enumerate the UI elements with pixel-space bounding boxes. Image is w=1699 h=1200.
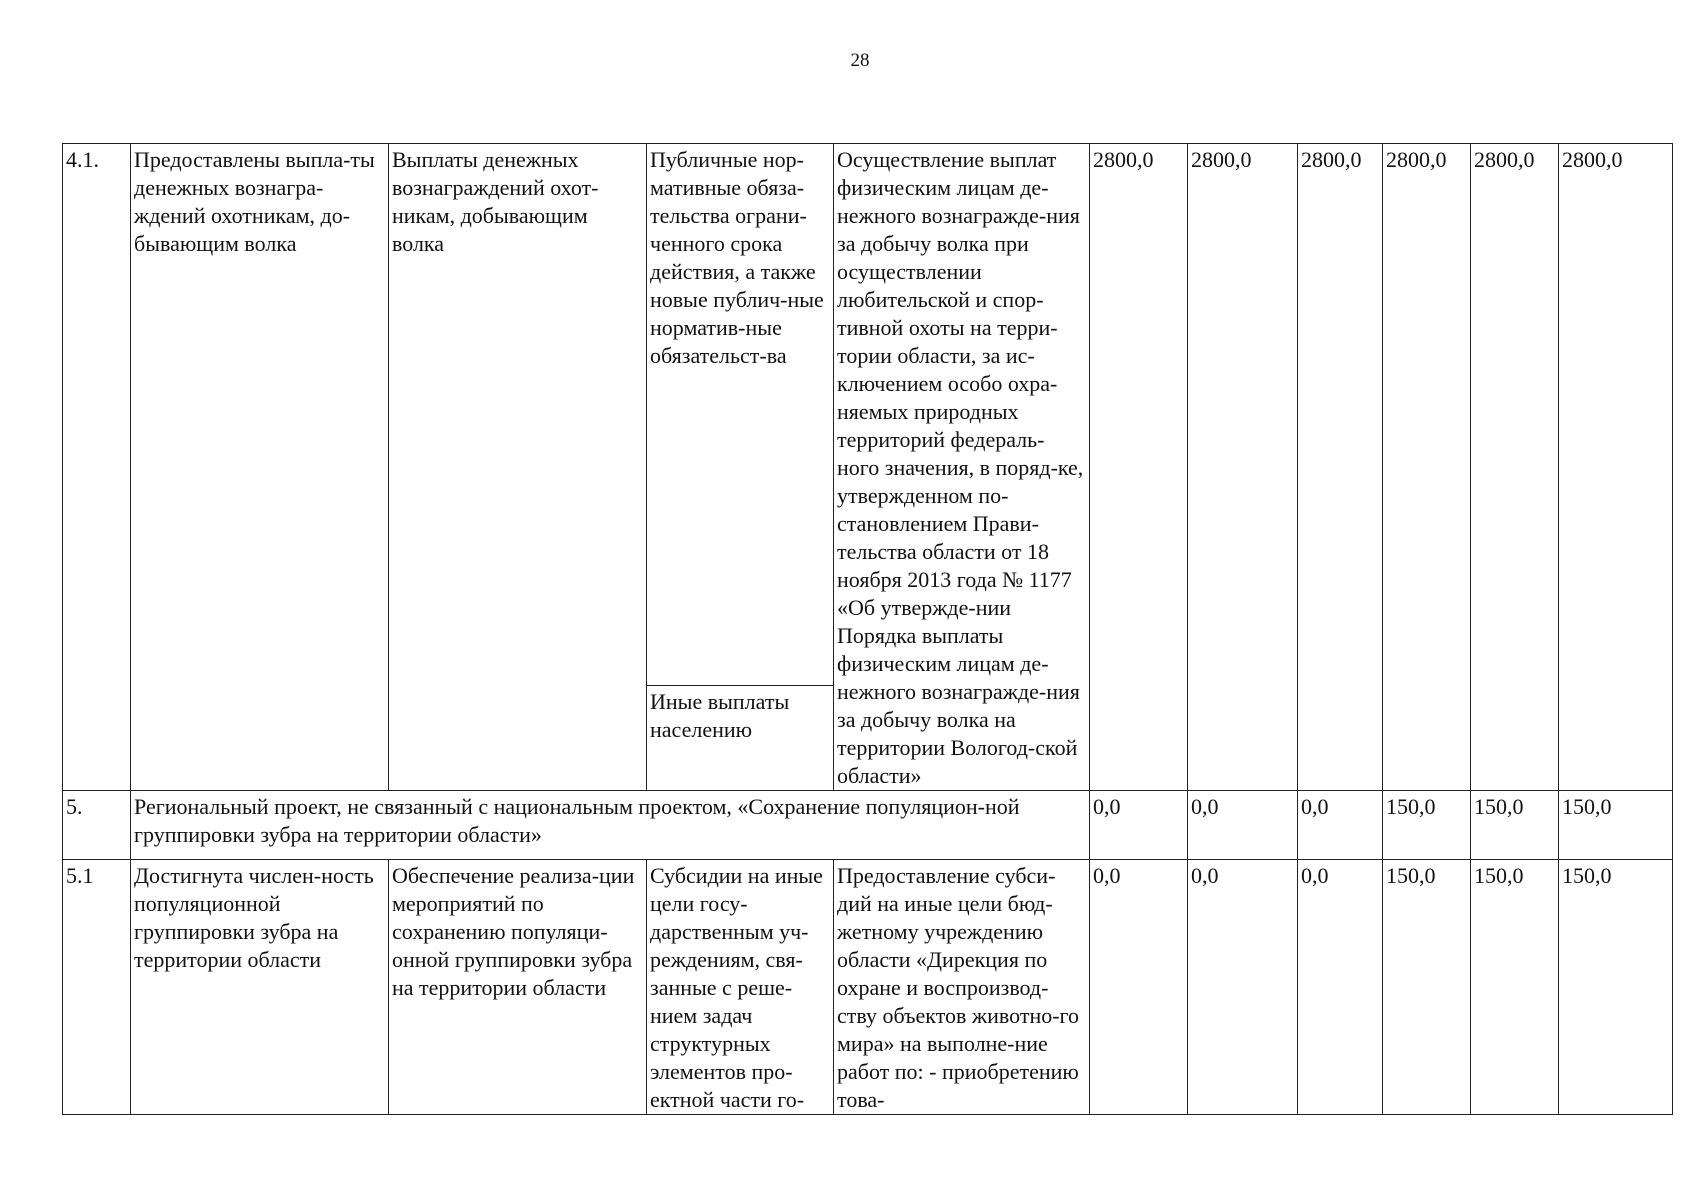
measure-cell: Выплаты денежных вознаграждений охот-никам, добывающим волка — [389, 144, 647, 791]
description-cell: Осуществление выплат физическим лицам де-нежного вознагражде-ния за добычу волка при осуществлении любительской и спор-тивной охоты на терри-тории области, за ис-ключением особо охра-няемых природных территорий федераль-ного значения, в поряд-ке, утвержденном по-становлением Прави-тельства области от 18 ноября 2013 года № 1177 «Об утвержде-нии Порядка выплаты физическим лицам де-нежного вознагражде-ния за добычу волка на территории Вологод-ской области» — [834, 144, 1090, 791]
expense-type-cell: Субсидии на иные цели госу-дарственным уч-реждениям, свя-занные с реше-нием задач структурных элементов про-ектной части го- — [647, 860, 834, 1115]
result-cell: Предоставлены выпла-ты денежных вознагра-ждений охотникам, до-бывающим волка — [131, 144, 389, 791]
value-cell: 150,0 — [1471, 791, 1559, 860]
value-cell: 0,0 — [1090, 791, 1188, 860]
value-cell: 2800,0 — [1559, 144, 1673, 791]
value-cell: 150,0 — [1559, 860, 1673, 1115]
expense-type-upper: Публичные нор-мативные обяза-тельства ограни-ченного срока действия, а также новые публич-ные норматив-ные обязательст-ва — [647, 144, 833, 686]
row-number: 5.1 — [63, 860, 131, 1115]
value-cell: 150,0 — [1471, 860, 1559, 1115]
value-cell: 2800,0 — [1188, 144, 1298, 791]
value-cell: 150,0 — [1559, 791, 1673, 860]
value-cell: 2800,0 — [1471, 144, 1559, 791]
value-cell: 0,0 — [1188, 860, 1298, 1115]
budget-table — [62, 143, 1673, 1115]
project-title-cell: Региональный проект, не связанный с национальным проектом, «Сохранение популяцион-ной группировки зубра на территории области» — [131, 791, 1090, 860]
table-row-5-1 — [63, 860, 1673, 1115]
value-cell: 0,0 — [1298, 791, 1383, 860]
table-row-4-1 — [63, 144, 1673, 791]
expense-type-lower: Иные выплаты населению — [650, 689, 790, 742]
value-cell: 0,0 — [1090, 860, 1188, 1115]
value-cell: 150,0 — [1383, 860, 1471, 1115]
value-cell: 2800,0 — [1090, 144, 1188, 791]
row-number: 4.1. — [63, 144, 131, 791]
value-cell: 150,0 — [1383, 791, 1471, 860]
row-number: 5. — [63, 791, 131, 860]
result-cell: Достигнута числен-ность популяционной группировки зубра на территории области — [131, 860, 389, 1115]
description-cell: Предоставление субси-дий на иные цели бюд-жетному учреждению области «Дирекция по охране и воспроизвод-ству объектов животно-го мира» на выполне-ние работ по: - приобретению това- — [834, 860, 1090, 1115]
value-cell: 2800,0 — [1383, 144, 1471, 791]
expense-type-cell — [647, 144, 834, 791]
table-row-5 — [63, 791, 1673, 860]
value-cell: 0,0 — [1298, 860, 1383, 1115]
value-cell: 0,0 — [1188, 791, 1298, 860]
measure-cell: Обеспечение реализа-ции мероприятий по сохранению популяци-онной группировки зубра на территории области — [389, 860, 647, 1115]
value-cell: 2800,0 — [1298, 144, 1383, 791]
page-number: 28 — [850, 50, 870, 71]
